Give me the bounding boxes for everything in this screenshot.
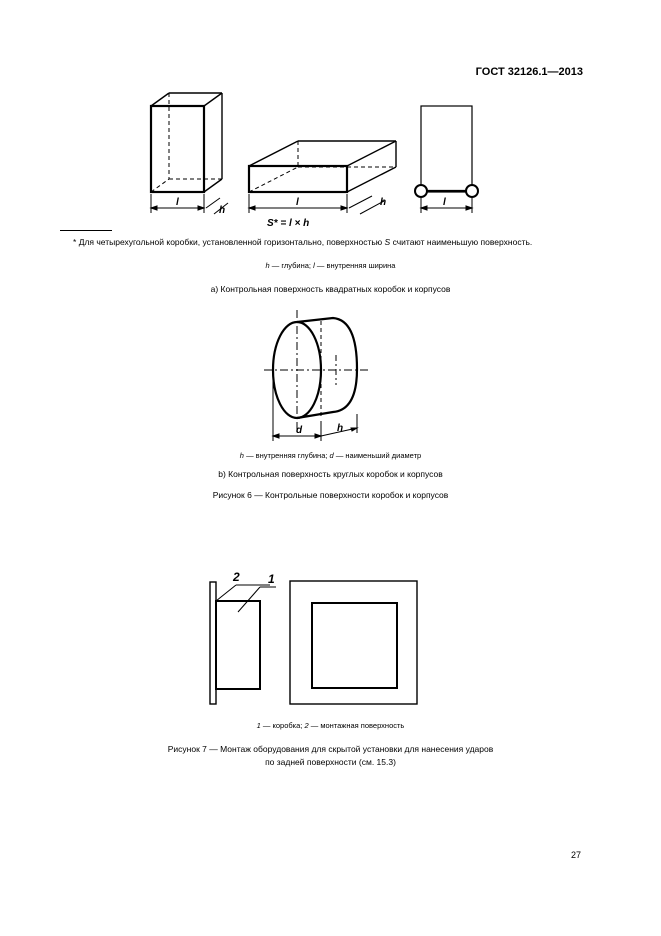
figure-7-title-line1: Рисунок 7 — Монтаж оборудования для скрытой установки для нанесения ударов (167, 744, 494, 754)
legend-a-l-desc: — внутренняя ширина (316, 261, 396, 270)
label-1: 1 (268, 572, 275, 586)
label-2: 2 (233, 570, 240, 584)
figure-7-title (0, 743, 661, 769)
footnote-text-after: считают наименьшую поверхность. (392, 237, 533, 247)
legend-b-h: h (239, 451, 244, 460)
mounting-front-drawing (290, 581, 417, 704)
legend-a-l: l (313, 261, 315, 270)
legend-b-d-desc: — наименьший диаметр (335, 451, 422, 460)
figure-6-title: Рисунок 6 — Контрольные поверхности коробок и корпусов (212, 490, 449, 500)
dim-label-h3: h (337, 423, 344, 434)
round-box-drawing (264, 310, 368, 441)
dim-label-h1: h (219, 205, 226, 216)
page-number: 27 (570, 850, 581, 860)
footnote (60, 236, 582, 249)
standard-header: ГОСТ 32126.1—2013 (475, 66, 583, 78)
dim-label-h2: h (380, 197, 387, 208)
footnote-mark: * (73, 237, 77, 247)
caption-b: b) Контрольная поверхность круглых коробок и корпусов (218, 469, 443, 479)
dim-label-d: d (296, 425, 303, 436)
legend-fig7-n1-desc: — коробка; (262, 721, 303, 730)
dim-label-l2: l (296, 197, 299, 208)
legend-a (0, 261, 661, 270)
footnote-text-before: Для четырехугольной коробки, установленной горизонтально, поверхностью (78, 237, 383, 247)
footnote-rule (60, 230, 112, 231)
legend-b (0, 451, 661, 460)
legend-fig7-n2-desc: — монтажная поверхность (310, 721, 405, 730)
legend-a-h: h (265, 261, 270, 270)
area-formula: S* = l × h (267, 218, 310, 229)
mounting-side-drawing (210, 582, 276, 704)
legend-fig7 (0, 721, 661, 730)
flat-box-drawing (249, 141, 396, 214)
legend-b-d: d (329, 451, 334, 460)
dim-label-l3: l (443, 197, 446, 208)
dim-label-l1: l (176, 197, 179, 208)
footnote-var: S (384, 237, 391, 247)
tall-box-drawing (151, 93, 228, 214)
legend-fig7-n1: 1 (256, 721, 261, 730)
legend-b-h-desc: — внутренняя глубина; (246, 451, 328, 460)
figure-7-title-line2: по задней поверхности (см. 15.3) (265, 757, 396, 767)
cylinder-side-drawing (415, 106, 478, 213)
legend-a-h-desc: — глубина; (271, 261, 312, 270)
legend-fig7-n2: 2 (304, 721, 309, 730)
caption-a: а) Контрольная поверхность квадратных коробок и корпусов (210, 284, 451, 294)
